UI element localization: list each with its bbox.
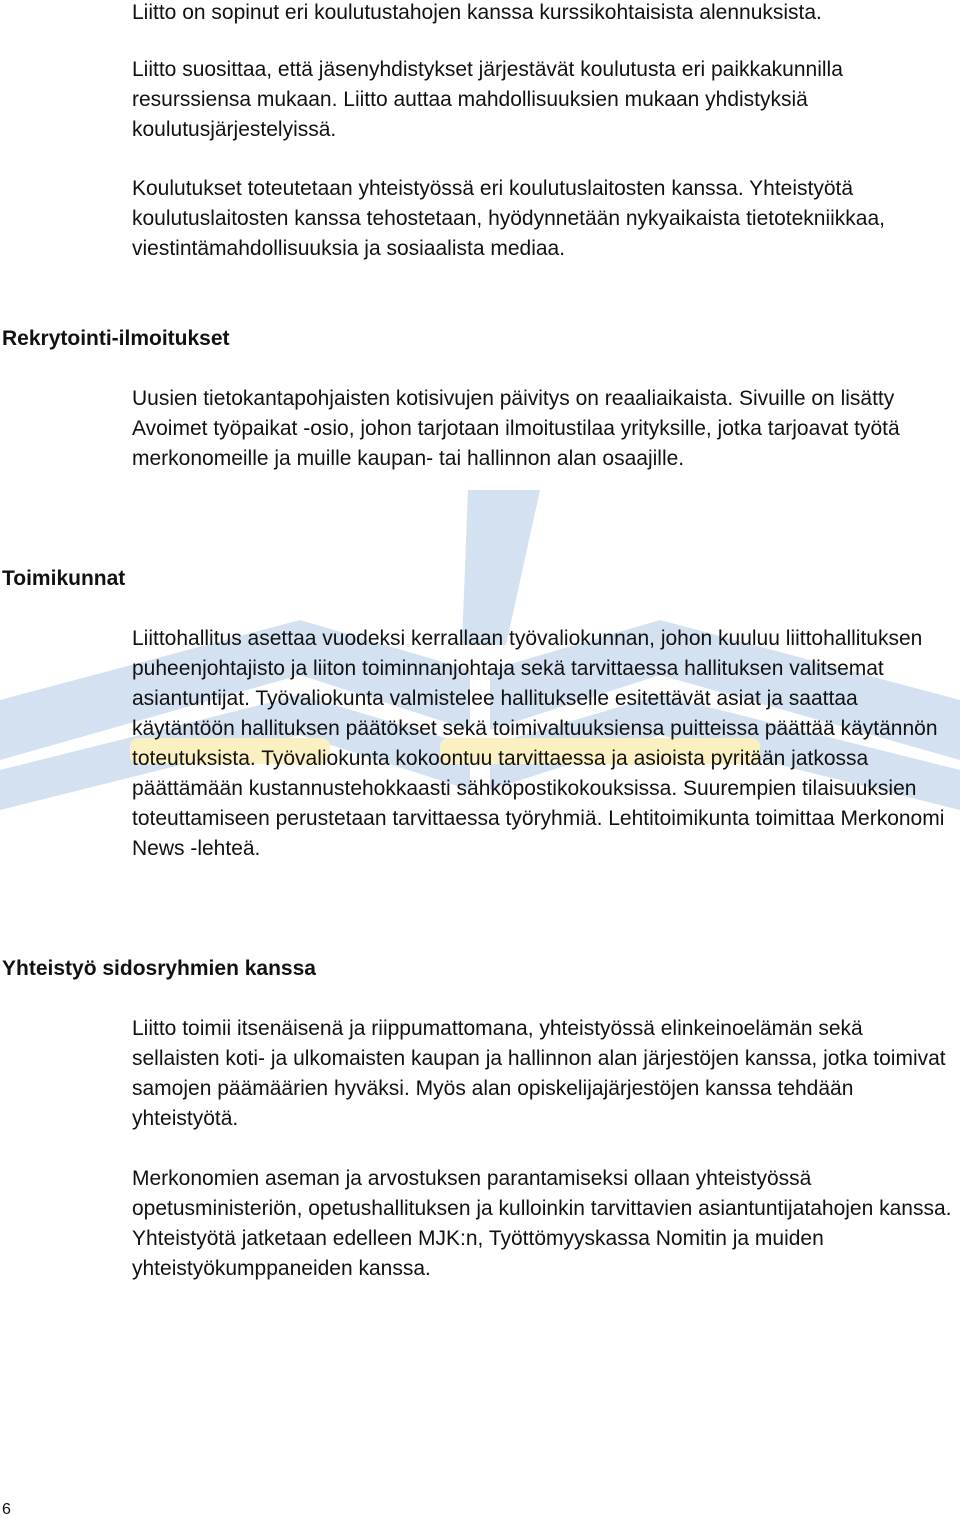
section-heading-rekrytointi: Rekrytointi-ilmoitukset	[2, 327, 230, 350]
yhteistyo-paragraph-1: Liitto toimii itsenäisenä ja riippumattomana, yhteistyössä elinkeinoelämän sekä sellaisten koti- ja ulkomaisten kaupan ja hallinnon alan järjestöjen kanssa, jotka toimivat samojen päämäärien hyväksi. Myös alan opiskelijajärjestöjen kanssa tehdään yhteistyötä.	[132, 1017, 946, 1130]
yhteistyo-paragraph-2: Merkonomien aseman ja arvostuksen parantamiseksi ollaan yhteistyössä opetusministeriön, opetushallituksen ja kulloinkin tarvittavien asiantuntijatahojen kanssa. Yhteistyötä jatketaan edelleen MJK:n, Työttömyyskassa Nomitin ja muiden yhteistyökumppaneiden kanssa.	[132, 1167, 952, 1280]
rekrytointi-paragraph: Uusien tietokantapohjaisten kotisivujen päivitys on reaaliaikaista. Sivuille on lisätty Avoimet työpaikat -osio, johon tarjotaan ilmoitustilaa yrityksille, jotka tarjoavat työtä merkonomeille ja muille kaupan- tai hallinnon alan osaajille.	[132, 387, 900, 470]
section-heading-toimikunnat: Toimikunnat	[2, 567, 126, 590]
intro-paragraph-3: Koulutukset toteutetaan yhteistyössä eri koulutuslaitosten kanssa. Yhteistyötä koulutuslaitosten kanssa tehostetaan, hyödynnetään nykyaikaista tietotekniikkaa, viestintämahdollisuuksia ja sosiaalista mediaa.	[132, 177, 885, 260]
intro-paragraph-2: Liitto suosittaa, että jäsenyhdistykset järjestävät koulutusta eri paikkakunnilla resurssiensa mukaan. Liitto auttaa mahdollisuuksien mukaan yhdistyksiä koulutusjärjestelyissä.	[132, 58, 843, 141]
toimikunnat-paragraph: Liittohallitus asettaa vuodeksi kerrallaan työvaliokunnan, johon kuuluu liittohallituksen puheenjohtajisto ja liiton toiminnanjohtaja sekä tarvittaessa hallituksen valitsemat asiantuntijat. Työvaliokunta valmistelee hallitukselle esitettävät asiat ja saattaa käytäntöön hallituksen päätökset sekä toimivaltuuksiensa puitteissa päättää käytännön toteutuksista. Työvaliokunta kokoontuu tarvittaessa ja asioista pyritään jatkossa päättämään kustannustehokkaasti sähköpostikokouksissa. Suurempien tilaisuuksien toteuttamiseen perustetaan tarvittaessa työryhmiä. Lehtitoimikunta toimittaa Merkonomi News -lehteä.	[132, 627, 945, 860]
section-heading-yhteistyo: Yhteistyö sidosryhmien kanssa	[2, 957, 316, 980]
intro-paragraph-1: Liitto on sopinut eri koulutustahojen kanssa kurssikohtaisista alennuksista.	[132, 1, 822, 24]
page-number: 6	[2, 1501, 11, 1518]
